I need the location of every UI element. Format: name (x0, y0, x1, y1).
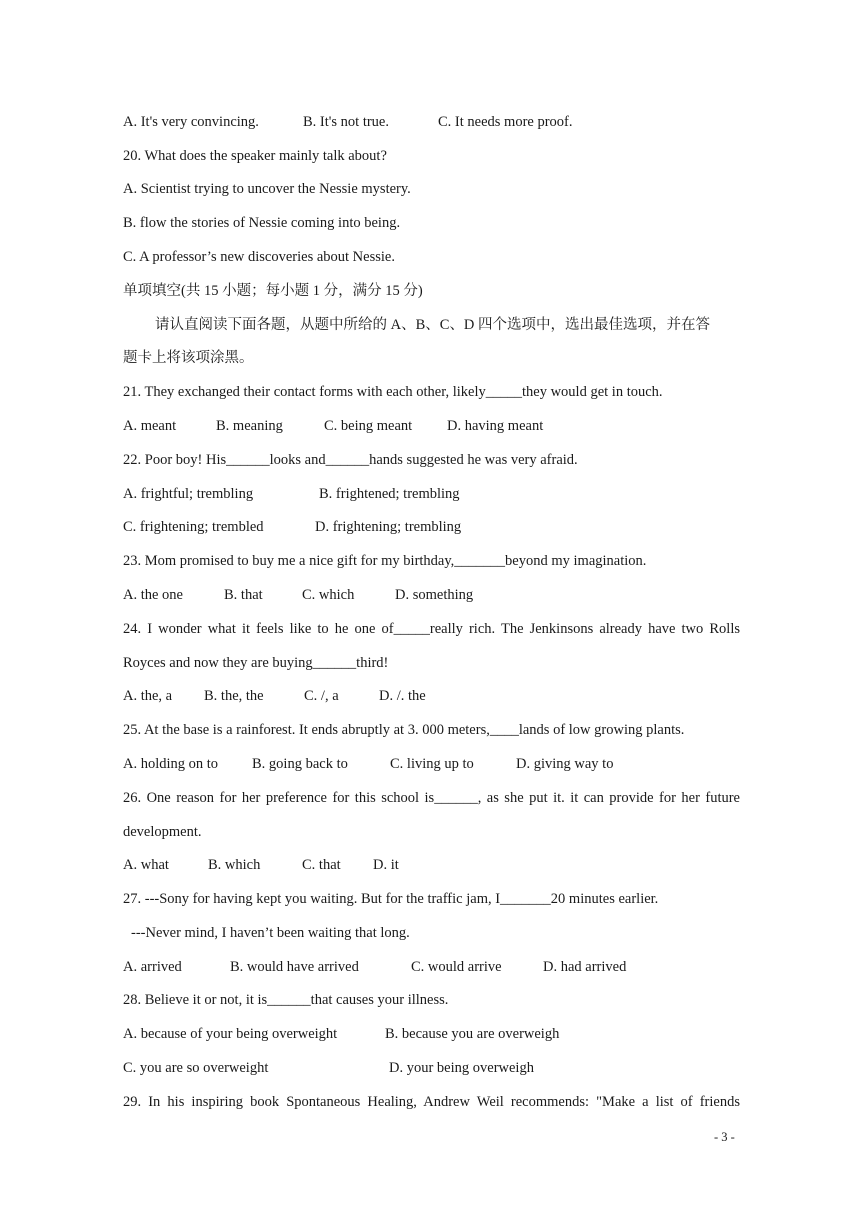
q26-option-a: A. what (123, 857, 169, 873)
instruction-line-1: 请认直阅读下面各题，从题中所给的 A、B、C、D 四个选项中，选出最佳选项，并在答 (155, 317, 711, 333)
q25-stem: 25. At the base is a rainforest. It ends abruptly at 3. 000 meters,____lands of low growing plants. (123, 722, 685, 738)
q22-option-d: D. frightening; trembling (315, 519, 462, 535)
q21-option-b: B. meaning (216, 418, 283, 434)
q21-stem: 21. They exchanged their contact forms with each other, likely_____they would get in touch. (123, 384, 663, 400)
q26-stem-line-2: development. (123, 824, 202, 840)
q24-stem-line-1: 24. I wonder what it feels like to he one of_____really rich. The Jenkinsons already have two Rolls (123, 621, 740, 637)
q20-option-a: A. Scientist trying to uncover the Nessie mystery. (123, 181, 411, 197)
q23-option-a: A. the one (123, 587, 183, 603)
q22-option-b: B. frightened; trembling (319, 486, 460, 502)
q23-stem: 23. Mom promised to buy me a nice gift for my birthday,_______beyond my imagination. (123, 553, 647, 569)
q27-option-c: C. would arrive (411, 959, 502, 975)
q27-stem-line-1: 27. ---Sony for having kept you waiting. But for the traffic jam, I_______20 minutes earlier. (123, 891, 659, 907)
q20-option-b: B. flow the stories of Nessie coming into being. (123, 215, 401, 231)
q24-stem-line-2: Royces and now they are buying______third! (123, 655, 389, 671)
q24-option-a: A. the, a (123, 688, 173, 704)
q22-stem: 22. Poor boy! His______looks and______hands suggested he was very afraid. (123, 452, 578, 468)
q20-option-c: C. A professor’s new discoveries about Nessie. (123, 249, 395, 265)
q19-option-a: A. It's very convincing. (123, 114, 259, 130)
q26-option-d: D. it (373, 857, 399, 873)
q25-option-c: C. living up to (390, 756, 474, 772)
q26-option-c: C. that (302, 857, 341, 873)
q25-option-b: B. going back to (252, 756, 348, 772)
q24-option-d: D. /. the (379, 688, 426, 704)
section-title: 单项填空(共 15 小题；每小题 1 分，满分 15 分) (123, 283, 423, 299)
q27-option-b: B. would have arrived (230, 959, 359, 975)
q21-option-c: C. being meant (324, 418, 413, 434)
q28-option-d: D. your being overweigh (389, 1060, 534, 1076)
q23-option-b: B. that (224, 587, 263, 603)
q23-option-c: C. which (302, 587, 355, 603)
q24-option-c: C. /, a (304, 688, 339, 704)
q28-option-b: B. because you are overweigh (385, 1026, 560, 1042)
page-number: - 3 - (714, 1130, 735, 1144)
q29-stem-line-1: 29. In his inspiring book Spontaneous Healing, Andrew Weil recommends: "Make a list of friends (123, 1094, 740, 1110)
q22-option-a: A. frightful; trembling (123, 486, 254, 502)
q26-option-b: B. which (208, 857, 261, 873)
q19-option-b: B. It's not true. (303, 114, 389, 130)
instruction-line-2: 题卡上将该项涂黑。 (123, 350, 254, 366)
q20-stem: 20. What does the speaker mainly talk about? (123, 148, 387, 164)
q23-option-d: D. something (395, 587, 474, 603)
q19-option-c: C. It needs more proof. (438, 114, 573, 130)
q25-option-a: A. holding on to (123, 756, 219, 772)
q22-option-c: C. frightening; trembled (123, 519, 264, 535)
q21-option-a: A. meant (123, 418, 177, 434)
q27-stem-line-2: ---Never mind, I haven’t been waiting that long. (131, 925, 410, 941)
q21-option-d: D. having meant (447, 418, 544, 434)
q28-stem: 28. Believe it or not, it is______that causes your illness. (123, 992, 449, 1008)
q27-option-a: A. arrived (123, 959, 182, 975)
q26-stem-line-1: 26. One reason for her preference for this school is______, as she put it. it can provide for her future (123, 790, 740, 806)
q25-option-d: D. giving way to (516, 756, 614, 772)
q28-option-c: C. you are so overweight (123, 1060, 269, 1076)
q24-option-b: B. the, the (204, 688, 264, 704)
q28-option-a: A. because of your being overweight (123, 1026, 338, 1042)
q27-option-d: D. had arrived (543, 959, 627, 975)
